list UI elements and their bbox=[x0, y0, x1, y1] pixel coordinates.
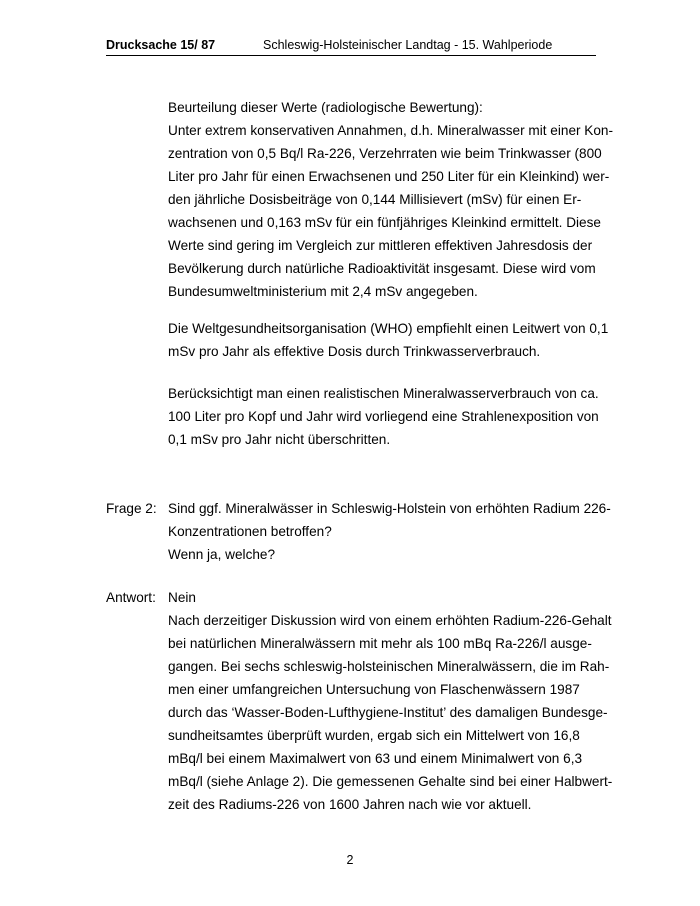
drucksache-number: Drucksache 15/ 87 bbox=[106, 38, 216, 52]
antwort-text bbox=[168, 586, 613, 816]
antwort-label: Antwort: bbox=[106, 590, 156, 605]
text-line: mSv pro Jahr als effektive Dosis durch Trinkwasserverbrauch. bbox=[168, 344, 541, 359]
header-title: Schleswig-Holsteinischer Landtag - 15. Wahlperiode bbox=[263, 38, 553, 52]
realistisch-paragraph bbox=[168, 382, 599, 451]
header-rule bbox=[106, 55, 596, 56]
text-line: zentration von 0,5 Bq/l Ra-226, Verzehrraten wie beim Trinkwasser (800 bbox=[168, 146, 602, 161]
text-line: Berücksichtigt man einen realistischen Mineralwasserverbrauch von ca. bbox=[168, 386, 599, 401]
text-line: den jährliche Dosisbeiträge von 0,144 Millisievert (mSv) für einen Er- bbox=[168, 192, 582, 207]
text-line: Die Weltgesundheitsorganisation (WHO) empfiehlt einen Leitwert von 0,1 bbox=[168, 321, 609, 336]
who-paragraph bbox=[168, 317, 609, 363]
page-number: 2 bbox=[346, 853, 354, 867]
text-line: men einer umfangreichen Untersuchung von Flaschenwässern 1987 bbox=[168, 682, 580, 697]
text-line: 0,1 mSv pro Jahr nicht überschritten. bbox=[168, 432, 391, 447]
text-line: Sind ggf. Mineralwässer in Schleswig-Holstein von erhöhten Radium 226- bbox=[168, 501, 611, 516]
text-line: Unter extrem konservativen Annahmen, d.h. Mineralwasser mit einer Kon- bbox=[168, 123, 614, 138]
beurteilung-paragraph bbox=[168, 96, 614, 303]
text-line: sundheitsamtes überprüft wurden, ergab sich ein Mittelwert von 16,8 bbox=[168, 728, 580, 743]
text-line: Werte sind gering im Vergleich zur mittleren effektiven Jahresdosis der bbox=[168, 238, 593, 253]
text-line: zeit des Radiums-226 von 1600 Jahren nach wie vor aktuell. bbox=[168, 797, 532, 812]
text-line: wachsenen und 0,163 mSv für ein fünfjähriges Kleinkind ermittelt. Diese bbox=[168, 215, 601, 230]
frage2-label: Frage 2: bbox=[106, 501, 157, 516]
text-line: Beurteilung dieser Werte (radiologische Bewertung): bbox=[168, 100, 483, 115]
text-line: mBq/l bei einem Maximalwert von 63 und einem Minimalwert von 6,3 bbox=[168, 751, 583, 766]
text-line: Wenn ja, welche? bbox=[168, 547, 276, 562]
text-line: mBq/l (siehe Anlage 2). Die gemessenen Gehalte sind bei einer Halbwert- bbox=[168, 774, 613, 789]
text-line: Bevölkerung durch natürliche Radioaktivität insgesamt. Diese wird vom bbox=[168, 261, 596, 276]
text-line: durch das ‘Wasser-Boden-Lufthygiene-Institut’ des damaligen Bundesge- bbox=[168, 705, 608, 720]
text-line: gangen. Bei sechs schleswig-holsteinischen Mineralwässern, die im Rah- bbox=[168, 659, 610, 674]
text-line: Nein bbox=[168, 590, 196, 605]
frage2-text bbox=[168, 497, 611, 566]
text-line: Nach derzeitiger Diskussion wird von einem erhöhten Radium-226-Gehalt bbox=[168, 613, 612, 628]
text-line: 100 Liter pro Kopf und Jahr wird vorliegend eine Strahlenexposition von bbox=[168, 409, 599, 424]
page-header bbox=[106, 38, 596, 54]
text-line: Bundesumweltministerium mit 2,4 mSv angegeben. bbox=[168, 284, 478, 299]
text-line: Liter pro Jahr für einen Erwachsenen und 250 Liter für ein Kleinkind) wer- bbox=[168, 169, 610, 184]
text-line: bei natürlichen Mineralwässern mit mehr als 100 mBq Ra-226/l ausge- bbox=[168, 636, 592, 651]
text-line: Konzentrationen betroffen? bbox=[168, 524, 332, 539]
